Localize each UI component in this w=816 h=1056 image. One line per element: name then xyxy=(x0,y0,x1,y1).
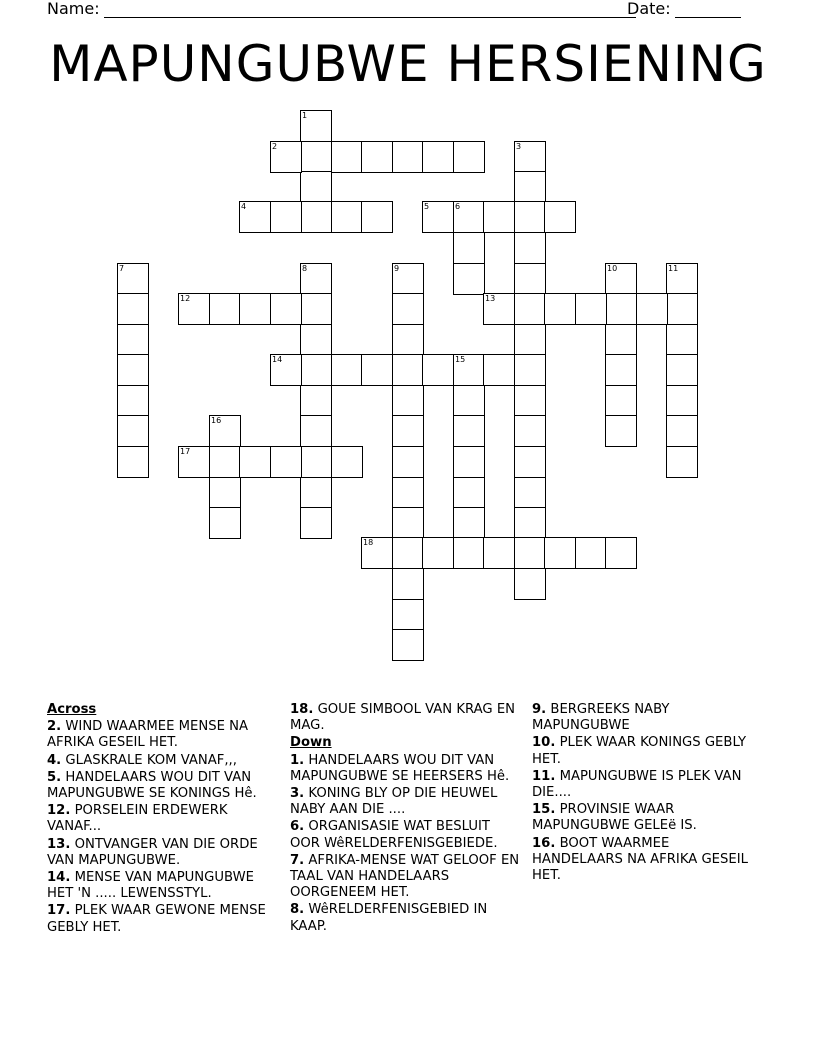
cell-number: 15 xyxy=(455,355,466,364)
grid-cell[interactable] xyxy=(544,293,576,325)
cell-number: 9 xyxy=(394,264,400,273)
grid-cell[interactable] xyxy=(514,293,546,325)
cell-number: 8 xyxy=(302,264,308,273)
grid-cell[interactable] xyxy=(392,354,424,386)
grid-cell[interactable] xyxy=(453,232,485,264)
grid-cell[interactable] xyxy=(544,201,576,233)
clue-across-12 xyxy=(47,803,279,835)
grid-cell[interactable] xyxy=(605,324,637,356)
clue-down-7 xyxy=(290,853,522,902)
grid-cell[interactable] xyxy=(575,537,607,569)
cell-number: 10 xyxy=(607,264,618,273)
clue-number: 11. xyxy=(532,768,556,784)
grid-cell[interactable] xyxy=(605,537,637,569)
grid-cell[interactable] xyxy=(117,415,149,447)
clues-column-3 xyxy=(532,701,764,884)
grid-cell[interactable] xyxy=(453,141,485,173)
down-heading: Down xyxy=(290,735,332,751)
cell-number: 2 xyxy=(272,142,278,151)
clue-number: 6. xyxy=(290,819,305,835)
clue-number: 1. xyxy=(290,752,305,768)
grid-cell[interactable] xyxy=(300,293,332,325)
clue-down-1 xyxy=(290,753,522,785)
cell-number: 5 xyxy=(424,202,430,211)
grid-cell[interactable] xyxy=(514,385,546,417)
grid-cell[interactable] xyxy=(666,354,698,386)
grid-cell[interactable] xyxy=(300,141,332,173)
grid-cell[interactable] xyxy=(270,201,302,233)
grid-cell[interactable] xyxy=(392,629,424,661)
grid-cell[interactable] xyxy=(209,507,241,539)
grid-cell[interactable] xyxy=(300,171,332,203)
grid-cell[interactable] xyxy=(361,537,393,569)
grid-cell[interactable] xyxy=(514,568,546,600)
grid-cell[interactable] xyxy=(392,477,424,509)
clue-number: 5. xyxy=(47,769,62,785)
clue-down-3 xyxy=(290,786,522,818)
grid-cell[interactable] xyxy=(514,507,546,539)
clue-text: PROVINSIE WAAR MAPUNGUBWE GELEë IS. xyxy=(532,802,697,834)
clue-text: KONING BLY OP DIE HEUWEL NABY AAN DIE .... xyxy=(290,786,498,818)
grid-cell[interactable] xyxy=(392,293,424,325)
grid-cell[interactable] xyxy=(239,293,271,325)
clue-text: MAPUNGUBWE IS PLEK VAN DIE.... xyxy=(532,768,742,801)
date-line[interactable] xyxy=(675,3,741,18)
grid-cell[interactable] xyxy=(392,599,424,631)
date-label: Date: xyxy=(627,0,671,18)
clue-text: AFRIKA-MENSE WAT GELOOF EN TAAL VAN HANDELAARS OORGENEEM HET. xyxy=(290,852,520,901)
grid-cell[interactable] xyxy=(666,324,698,356)
grid-cell[interactable] xyxy=(178,293,210,325)
cell-number: 6 xyxy=(455,202,461,211)
grid-cell[interactable] xyxy=(300,385,332,417)
cell-number: 14 xyxy=(272,355,283,364)
grid-cell[interactable] xyxy=(514,415,546,447)
grid-cell[interactable] xyxy=(514,171,546,203)
clue-across-2 xyxy=(47,719,279,751)
clue-text: MENSE VAN MAPUNGUBWE HET 'N ..... LEWENSSTYL. xyxy=(47,870,254,902)
grid-cell[interactable] xyxy=(209,446,241,478)
grid-cell[interactable] xyxy=(300,201,332,233)
cell-number: 4 xyxy=(241,202,247,211)
grid-cell[interactable] xyxy=(483,537,515,569)
grid-cell[interactable] xyxy=(514,477,546,509)
clue-number: 14. xyxy=(47,870,71,886)
clue-across-18 xyxy=(290,702,522,734)
grid-cell[interactable] xyxy=(331,201,363,233)
grid-cell[interactable] xyxy=(239,446,271,478)
grid-cell[interactable] xyxy=(544,537,576,569)
grid-cell[interactable] xyxy=(209,415,241,447)
clue-text: PORSELEIN ERDEWERK VANAF... xyxy=(47,803,228,835)
grid-cell[interactable] xyxy=(392,263,424,295)
cell-number: 7 xyxy=(119,264,125,273)
grid-cell[interactable] xyxy=(422,141,454,173)
grid-cell[interactable] xyxy=(392,415,424,447)
grid-cell[interactable] xyxy=(514,324,546,356)
clue-down-10 xyxy=(532,735,764,767)
clue-number: 18. xyxy=(290,702,314,717)
grid-cell[interactable] xyxy=(300,507,332,539)
grid-cell[interactable] xyxy=(117,293,149,325)
grid-cell[interactable] xyxy=(331,141,363,173)
grid-cell[interactable] xyxy=(300,324,332,356)
name-label: Name: xyxy=(47,0,100,18)
clue-number: 9. xyxy=(532,702,547,717)
grid-cell[interactable] xyxy=(514,232,546,264)
grid-cell[interactable] xyxy=(117,385,149,417)
clue-text: WIND WAARMEE MENSE NA AFRIKA GESEIL HET. xyxy=(47,719,249,751)
clue-text: GLASKRALE KOM VANAF,,, xyxy=(65,752,237,768)
grid-cell[interactable] xyxy=(392,385,424,417)
grid-cell[interactable] xyxy=(605,263,637,295)
grid-cell[interactable] xyxy=(483,293,515,325)
grid-cell[interactable] xyxy=(209,477,241,509)
date-field[interactable] xyxy=(627,0,741,18)
clue-down-9 xyxy=(532,702,764,734)
grid-cell[interactable] xyxy=(270,293,302,325)
name-line[interactable] xyxy=(104,3,636,18)
page-title: MAPUNGUBWE HERSIENING xyxy=(49,35,767,93)
clue-text: PLEK WAAR KONINGS GEBLY HET. xyxy=(532,735,747,767)
grid-cell[interactable] xyxy=(666,263,698,295)
grid-cell[interactable] xyxy=(300,263,332,295)
clue-across-17 xyxy=(47,903,279,935)
clue-down-8 xyxy=(290,902,522,934)
grid-cell[interactable] xyxy=(300,415,332,447)
grid-cell[interactable] xyxy=(453,263,485,295)
cell-number: 3 xyxy=(516,142,522,151)
grid-cell[interactable] xyxy=(361,201,393,233)
grid-cell[interactable] xyxy=(300,477,332,509)
grid-cell[interactable] xyxy=(209,293,241,325)
grid-cell[interactable] xyxy=(331,354,363,386)
grid-cell[interactable] xyxy=(117,354,149,386)
grid-cell[interactable] xyxy=(453,354,485,386)
clue-number: 17. xyxy=(47,903,71,919)
grid-cell[interactable] xyxy=(392,537,424,569)
grid-cell[interactable] xyxy=(605,385,637,417)
grid-cell[interactable] xyxy=(270,141,302,173)
grid-cell[interactable] xyxy=(453,477,485,509)
grid-cell[interactable] xyxy=(300,354,332,386)
grid-cell[interactable] xyxy=(605,415,637,447)
grid-cell[interactable] xyxy=(270,354,302,386)
grid-cell[interactable] xyxy=(514,354,546,386)
grid-cell[interactable] xyxy=(361,354,393,386)
grid-cell[interactable] xyxy=(270,446,302,478)
clues-column-2 xyxy=(290,701,522,935)
grid-cell[interactable] xyxy=(117,446,149,478)
clue-text: BERGREEKS NABY MAPUNGUBWE xyxy=(532,702,670,734)
grid-cell[interactable] xyxy=(300,446,332,478)
grid-cell[interactable] xyxy=(453,537,485,569)
clue-down-11 xyxy=(532,769,764,801)
grid-cell[interactable] xyxy=(117,263,149,295)
clue-number: 16. xyxy=(532,835,556,851)
cell-number: 11 xyxy=(668,264,679,273)
grid-cell[interactable] xyxy=(392,507,424,539)
clue-across-13 xyxy=(47,837,279,869)
clue-across-4 xyxy=(47,753,279,769)
grid-cell[interactable] xyxy=(392,446,424,478)
clue-text: GOUE SIMBOOL VAN KRAG EN MAG. xyxy=(290,702,516,734)
grid-cell[interactable] xyxy=(514,446,546,478)
grid-cell[interactable] xyxy=(392,324,424,356)
cell-number: 1 xyxy=(302,111,308,120)
grid-cell[interactable] xyxy=(453,385,485,417)
grid-cell[interactable] xyxy=(575,293,607,325)
clue-number: 13. xyxy=(47,836,71,852)
cell-number: 13 xyxy=(485,294,496,303)
clue-number: 3. xyxy=(290,786,305,802)
cell-number: 18 xyxy=(363,538,374,547)
grid-cell[interactable] xyxy=(392,568,424,600)
grid-cell[interactable] xyxy=(483,354,515,386)
grid-cell[interactable] xyxy=(392,141,424,173)
clue-text: PLEK WAAR GEWONE MENSE GEBLY HET. xyxy=(47,903,266,935)
clue-across-14 xyxy=(47,870,279,902)
clue-down-6 xyxy=(290,819,522,851)
grid-cell[interactable] xyxy=(666,385,698,417)
clue-down-15 xyxy=(532,802,764,834)
clue-number: 7. xyxy=(290,852,305,868)
grid-cell[interactable] xyxy=(514,537,546,569)
clue-across-5 xyxy=(47,770,279,802)
grid-cell[interactable] xyxy=(178,446,210,478)
grid-cell[interactable] xyxy=(605,293,637,325)
grid-cell[interactable] xyxy=(514,201,546,233)
clue-down-16 xyxy=(532,836,764,885)
grid-cell[interactable] xyxy=(453,415,485,447)
grid-cell[interactable] xyxy=(361,141,393,173)
grid-cell[interactable] xyxy=(666,446,698,478)
grid-cell[interactable] xyxy=(453,201,485,233)
grid-cell[interactable] xyxy=(422,201,454,233)
clue-number: 4. xyxy=(47,752,62,768)
across-heading: Across xyxy=(47,702,97,717)
grid-cell[interactable] xyxy=(422,537,454,569)
clue-number: 10. xyxy=(532,735,556,751)
grid-cell[interactable] xyxy=(300,110,332,142)
grid-cell[interactable] xyxy=(117,324,149,356)
cell-number: 12 xyxy=(180,294,191,303)
clue-text: ONTVANGER VAN DIE ORDE VAN MAPUNGUBWE. xyxy=(47,836,258,868)
grid-cell[interactable] xyxy=(514,263,546,295)
grid-cell[interactable] xyxy=(666,293,698,325)
clue-number: 8. xyxy=(290,902,305,918)
clue-text: BOOT WAARMEE HANDELAARS NA AFRIKA GESEIL HET. xyxy=(532,835,748,884)
grid-cell[interactable] xyxy=(636,293,668,325)
clue-text: HANDELAARS WOU DIT VAN MAPUNGUBWE SE KONINGS Hê. xyxy=(47,769,257,802)
cell-number: 16 xyxy=(211,416,222,425)
grid-cell[interactable] xyxy=(666,415,698,447)
grid-cell[interactable] xyxy=(483,201,515,233)
clue-number: 2. xyxy=(47,719,62,735)
grid-cell[interactable] xyxy=(453,446,485,478)
clue-number: 12. xyxy=(47,803,71,819)
grid-cell[interactable] xyxy=(514,141,546,173)
clue-number: 15. xyxy=(532,802,556,818)
grid-cell[interactable] xyxy=(605,354,637,386)
clues-column-1 xyxy=(47,701,279,936)
clue-text: WêRELDERFENISGEBIED IN KAAP. xyxy=(290,902,488,934)
grid-cell[interactable] xyxy=(239,201,271,233)
clue-text: ORGANISASIE WAT BESLUIT OOR WêRELDERFENISGEBIEDE. xyxy=(290,819,498,851)
grid-cell[interactable] xyxy=(331,446,363,478)
grid-cell[interactable] xyxy=(453,507,485,539)
grid-cell[interactable] xyxy=(422,354,454,386)
name-field[interactable] xyxy=(47,0,636,18)
cell-number: 17 xyxy=(180,447,191,456)
clue-text: HANDELAARS WOU DIT VAN MAPUNGUBWE SE HEERSERS Hê. xyxy=(290,752,510,784)
